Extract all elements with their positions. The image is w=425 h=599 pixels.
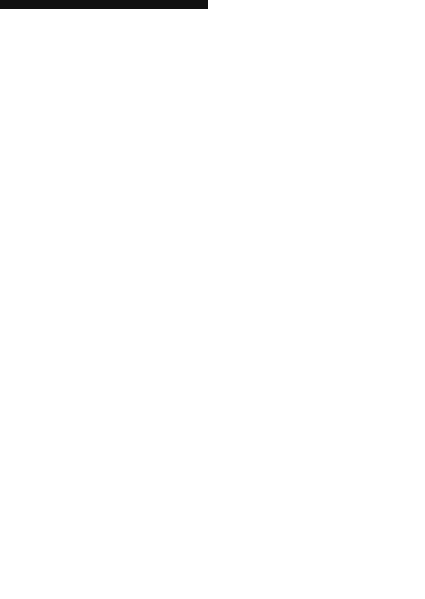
index-entry: [196, 536, 334, 546]
index-entry: [196, 207, 334, 217]
index-entry: [30, 433, 185, 443]
index-entry: [196, 166, 334, 176]
index-entry: [30, 505, 185, 515]
index-entry: [30, 382, 185, 392]
index-entry: [196, 83, 334, 93]
index-entry: [30, 423, 185, 433]
index-entry: [30, 526, 185, 536]
index-entry: [196, 547, 334, 557]
index-entry: [196, 94, 334, 104]
index-entry: [30, 289, 185, 299]
index-entry: [196, 135, 334, 145]
index-entry: [196, 330, 334, 340]
index-column-right: [196, 73, 334, 588]
index-entry: [30, 73, 185, 83]
index-entry: [196, 186, 334, 196]
index-entry: [30, 464, 185, 474]
index-entry: [196, 444, 334, 454]
index-entry: [196, 454, 334, 464]
index-entry: [30, 300, 185, 310]
index-column-left: [30, 73, 185, 588]
index-entry: [30, 217, 185, 227]
index-entry: [30, 403, 185, 413]
index-entry: [196, 176, 334, 186]
index-entry: [196, 464, 334, 474]
index-entry: [30, 495, 185, 505]
index-entry: [30, 135, 185, 145]
index-entry: [196, 248, 334, 258]
index-entry: [196, 258, 334, 268]
index-entry: [196, 289, 334, 299]
index-entry: [196, 475, 334, 485]
index-entry: [30, 567, 185, 577]
index-entry: [196, 351, 334, 361]
index-entry: [196, 361, 334, 371]
index-entry: [30, 94, 185, 104]
index-entry: [30, 516, 185, 526]
index-entry: [196, 516, 334, 526]
index-entry: [30, 166, 185, 176]
index-entry: [30, 197, 185, 207]
index-entry: [30, 124, 185, 134]
index-entry: [196, 104, 334, 114]
index-entry: [196, 505, 334, 515]
index-entry: [196, 320, 334, 330]
index-entry: [196, 557, 334, 567]
index-entry: [196, 73, 334, 83]
index-entry: [30, 454, 185, 464]
index-entry: [30, 114, 185, 124]
index-entry: [30, 392, 185, 402]
index-entry: [30, 547, 185, 557]
index-entry: [30, 372, 185, 382]
index-entry: [196, 495, 334, 505]
index-entry: [30, 578, 185, 588]
index-entry: [196, 485, 334, 495]
index-entry: [30, 279, 185, 289]
index-entry: [196, 403, 334, 413]
index-entry: [196, 197, 334, 207]
index-entry: [30, 361, 185, 371]
index-entry: [30, 557, 185, 567]
index-entry: [30, 444, 185, 454]
index-entry: [196, 300, 334, 310]
index-entry: [196, 238, 334, 248]
index-entry: [30, 258, 185, 268]
index-entry: [30, 145, 185, 155]
index-entry: [30, 485, 185, 495]
index-entry: [196, 372, 334, 382]
index-entry: [30, 186, 185, 196]
index-entry: [30, 83, 185, 93]
index-entry: [30, 176, 185, 186]
index-entry: [30, 330, 185, 340]
index-entry: [196, 114, 334, 124]
index-entry: [196, 433, 334, 443]
index-entry: [196, 227, 334, 237]
index-entry: [196, 423, 334, 433]
converter-banner: [0, 0, 208, 9]
index-entry: [30, 413, 185, 423]
index-entry: [30, 155, 185, 165]
index-entry: [196, 145, 334, 155]
index-entry: [196, 567, 334, 577]
index-entry: [30, 351, 185, 361]
index-entry: [196, 413, 334, 423]
index-entry: [196, 382, 334, 392]
index-entry: [196, 341, 334, 351]
index-entry: [30, 320, 185, 330]
index-entry: [196, 124, 334, 134]
index-entry: [30, 207, 185, 217]
index-entry: [196, 310, 334, 320]
index-entry: [30, 341, 185, 351]
index-entry: [196, 155, 334, 165]
index-entry: [30, 104, 185, 114]
index-entry: [30, 238, 185, 248]
index-entry: [30, 536, 185, 546]
index-entry: [196, 269, 334, 279]
index-entry: [196, 392, 334, 402]
index-entry: [30, 269, 185, 279]
index-entry: [30, 248, 185, 258]
index-entry: [30, 475, 185, 485]
index-entry: [30, 310, 185, 320]
index-entry: [196, 279, 334, 289]
index-entry: [196, 526, 334, 536]
index-entry: [196, 578, 334, 588]
index-entry: [196, 217, 334, 227]
index-entry: [30, 227, 185, 237]
